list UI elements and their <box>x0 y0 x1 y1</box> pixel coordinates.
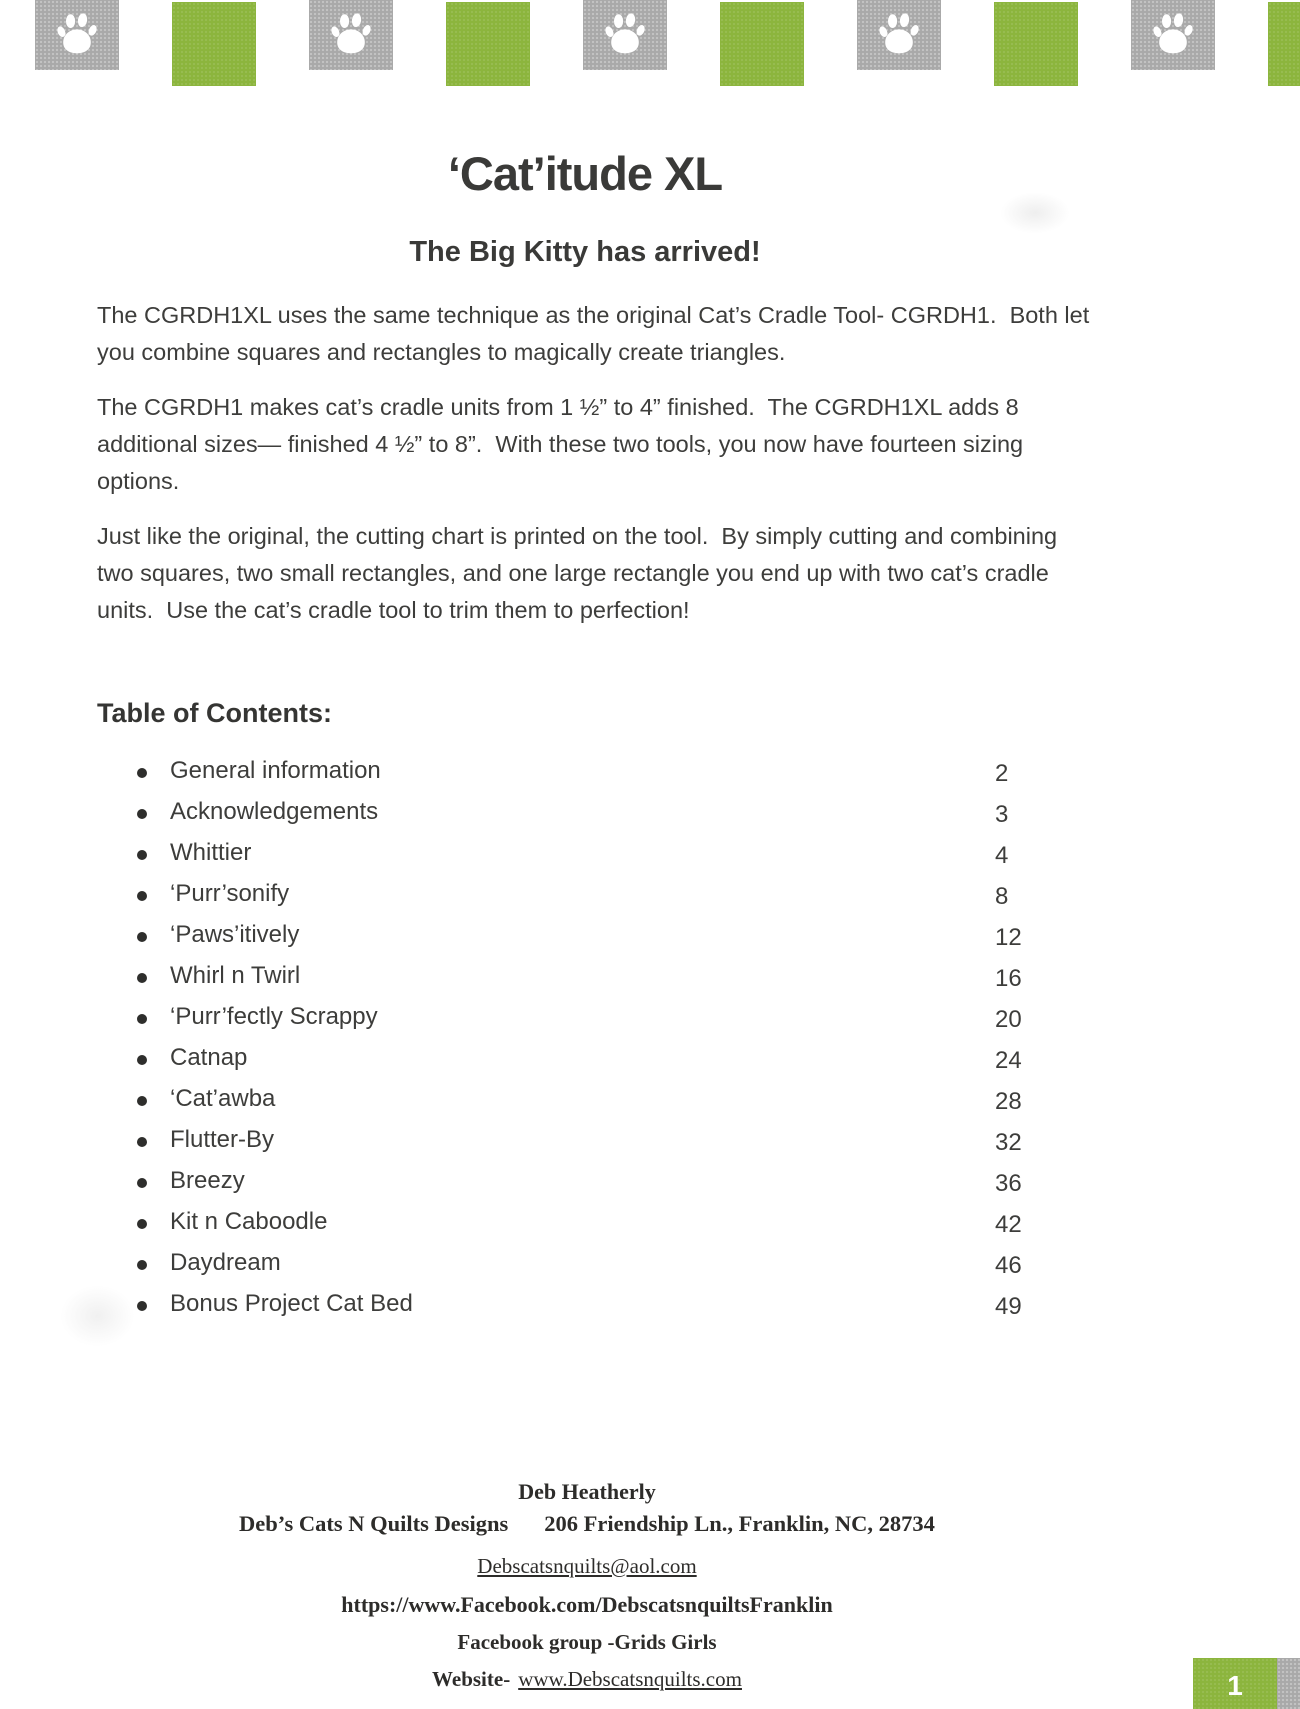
toc-item-label: Kit n Caboodle <box>170 1208 328 1235</box>
toc-item <box>137 962 1097 1003</box>
paragraph-line: The CGRDH1 makes cat’s cradle units from 1 ½” to 4” finished. The CGRDH1XL adds 8 <box>97 394 1019 420</box>
toc-item <box>137 1044 1097 1085</box>
toc-item-label: ‘Purr’sonify <box>170 880 290 907</box>
border-square-green <box>994 2 1078 86</box>
toc-page-number: 20 <box>995 1006 1022 1033</box>
toc-page-number: 3 <box>995 801 1009 828</box>
toc-page-number: 16 <box>995 965 1022 992</box>
footer <box>0 1479 1174 1692</box>
toc-item-label: Bonus Project Cat Bed <box>170 1290 413 1317</box>
toc-item <box>137 1003 1097 1044</box>
toc-page-number: 2 <box>995 760 1009 787</box>
bullet-icon <box>137 1219 147 1229</box>
page-number-tab <box>1193 1658 1277 1709</box>
street-address: 206 Friendship Ln., Franklin, NC, 28734 <box>544 1511 935 1536</box>
toc-heading: Table of Contents: <box>97 698 332 728</box>
paw-print-icon <box>602 11 648 57</box>
toc-page-number: 46 <box>995 1252 1022 1279</box>
bullet-icon <box>137 809 147 819</box>
paw-print-icon <box>54 11 100 57</box>
bullet-icon <box>137 850 147 860</box>
bullet-icon <box>137 1055 147 1065</box>
email-link[interactable]: Debscatsnquilts@aol.com <box>477 1554 697 1578</box>
paragraph-line: The CGRDH1XL uses the same technique as the original Cat’s Cradle Tool- CGRDH1. Both let <box>97 302 1090 328</box>
table-of-contents <box>137 757 1097 1331</box>
page-number: 1 <box>1227 1670 1243 1701</box>
page-subtitle: The Big Kitty has arrived! <box>409 236 761 268</box>
paragraph-line: two squares, two small rectangles, and one large rectangle you end up with two cat’s cradle <box>97 560 1049 586</box>
toc-item <box>137 921 1097 962</box>
paragraph <box>97 518 1077 629</box>
bullet-icon <box>137 1260 147 1270</box>
toc-item <box>137 839 1097 880</box>
toc-item-label: Catnap <box>170 1044 248 1071</box>
page-title: ‘Cat’itude XL <box>447 147 723 200</box>
toc-item-label: General information <box>170 757 381 784</box>
border-square-gray <box>1277 1658 1300 1709</box>
border-square-green <box>446 2 530 86</box>
paragraph <box>97 389 1077 500</box>
toc-item <box>137 798 1097 839</box>
top-border <box>0 0 1300 95</box>
border-square-gray <box>857 0 941 70</box>
border-square-gray <box>1131 0 1215 70</box>
toc-item-label: Flutter-By <box>170 1126 275 1153</box>
business-address-line <box>0 1511 1174 1537</box>
toc-page-number: 32 <box>995 1129 1022 1156</box>
toc-page-number: 24 <box>995 1047 1022 1074</box>
toc-page-number: 4 <box>995 842 1009 869</box>
toc-page-number: 49 <box>995 1293 1022 1320</box>
paragraph-line: you combine squares and rectangles to magically create triangles. <box>97 339 786 365</box>
toc-item-label: ‘Purr’fectly Scrappy <box>170 1003 378 1030</box>
toc-page-number: 8 <box>995 883 1009 910</box>
toc-item <box>137 1208 1097 1249</box>
business-name: Deb’s Cats N Quilts Designs <box>239 1511 509 1536</box>
toc-item <box>137 1167 1097 1208</box>
toc-item-label: ‘Paws’itively <box>170 921 300 948</box>
website-link[interactable]: www.Debscatsnquilts.com <box>518 1667 742 1691</box>
toc-page-number: 12 <box>995 924 1022 951</box>
border-square-gray <box>309 0 393 70</box>
toc-page-number: 36 <box>995 1170 1022 1197</box>
toc-item <box>137 1290 1097 1331</box>
toc-page-number: 28 <box>995 1088 1022 1115</box>
toc-page-number: 42 <box>995 1211 1022 1238</box>
bullet-icon <box>137 932 147 942</box>
paw-print-icon <box>1150 11 1196 57</box>
paw-print-icon <box>328 11 374 57</box>
bullet-icon <box>137 1301 147 1311</box>
border-square-green <box>1268 2 1300 86</box>
facebook-group: Facebook group -Grids Girls <box>457 1630 717 1654</box>
author-name: Deb Heatherly <box>518 1479 656 1504</box>
toc-item-label: Acknowledgements <box>170 798 379 825</box>
website-label: Website- <box>432 1667 511 1691</box>
border-square-green <box>172 2 256 86</box>
toc-item <box>137 1085 1097 1126</box>
paragraph-line: additional sizes— finished 4 ½” to 8”. With these two tools, you now have fourteen sizing <box>97 431 1024 457</box>
border-square-gray <box>35 0 119 70</box>
toc-item <box>137 1249 1097 1290</box>
paragraph-line: options. <box>97 468 180 494</box>
toc-item-label: Breezy <box>170 1167 245 1194</box>
paragraph-line: Just like the original, the cutting chart is printed on the tool. By simply cutting and combining <box>97 523 1058 549</box>
email-line <box>0 1554 1174 1579</box>
bullet-icon <box>137 1137 147 1147</box>
toc-item-label: Whirl n Twirl <box>170 962 301 989</box>
paw-print-icon <box>876 11 922 57</box>
body-text <box>97 297 1090 647</box>
toc-item-label: ‘Cat’awba <box>170 1085 276 1112</box>
toc-item <box>137 880 1097 921</box>
toc-item <box>137 1126 1097 1167</box>
bullet-icon <box>137 1178 147 1188</box>
toc-item <box>137 757 1097 798</box>
bullet-icon <box>137 1096 147 1106</box>
paragraph <box>97 297 1090 371</box>
bullet-icon <box>137 891 147 901</box>
facebook-url[interactable]: https://www.Facebook.com/DebscatsnquiltsFranklin <box>341 1592 833 1617</box>
website-line <box>0 1667 1174 1692</box>
bullet-icon <box>137 1014 147 1024</box>
paragraph-line: units. Use the cat’s cradle tool to trim them to perfection! <box>97 597 690 623</box>
bullet-icon <box>137 768 147 778</box>
border-square-gray <box>583 0 667 70</box>
scan-artifact <box>60 1285 135 1347</box>
border-square-green <box>720 2 804 86</box>
bullet-icon <box>137 973 147 983</box>
toc-item-label: Whittier <box>170 839 252 866</box>
toc-item-label: Daydream <box>170 1249 281 1276</box>
